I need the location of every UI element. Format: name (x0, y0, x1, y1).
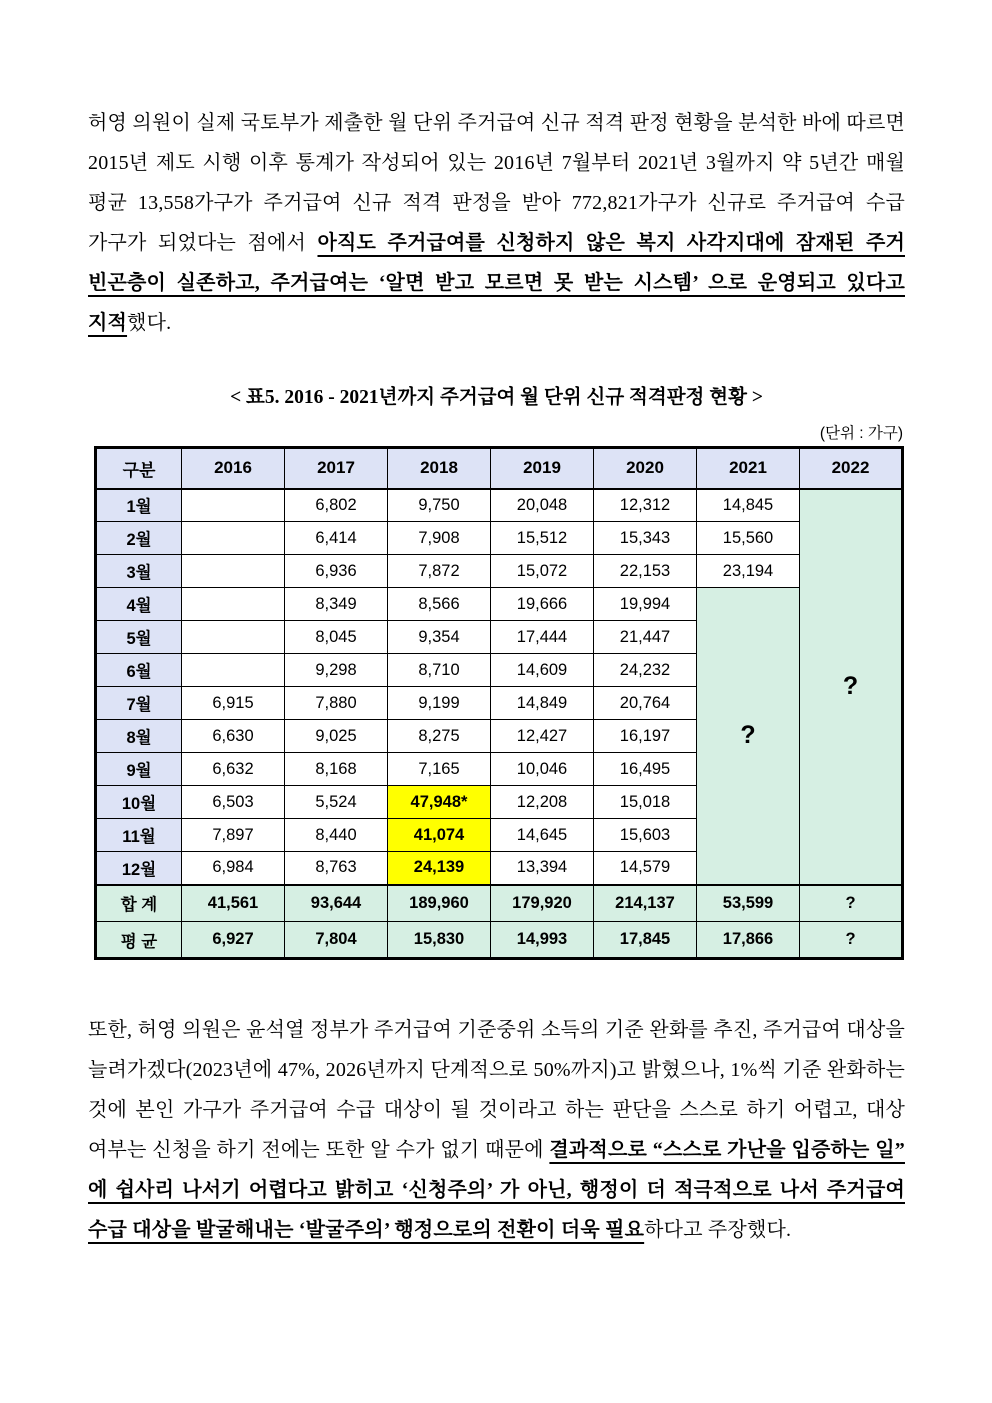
average-row-value: 6,927 (182, 922, 285, 959)
year-header-cell: 2016 (182, 448, 285, 489)
value-cell: 8,440 (285, 819, 388, 852)
totals-row-label: 합 계 (96, 885, 182, 922)
month-label-cell: 5월 (96, 621, 182, 654)
value-cell: 6,984 (182, 852, 285, 885)
year-header-cell: 2018 (388, 448, 491, 489)
month-label-cell: 11월 (96, 819, 182, 852)
value-cell: 20,048 (491, 489, 594, 522)
value-cell: 14,579 (594, 852, 697, 885)
plain-text: 허영 의원이 실제 국토부가 제출한 월 단위 주거급여 신규 적격 판정 현황을 분석한 바에 따르면 2015년 제도 시행 이후 통계가 작성되어 있는 2016년 7월부터 2021년 3월까지 약 5년간 매월 평균 13,558가구가 주거급여 신규 적격 판정을 받아 772,821가구가 신규로 주거급여 수급 가구가 되었다는 점에서 (88, 112, 905, 254)
value-cell: 12,208 (491, 786, 594, 819)
value-cell: 8,168 (285, 753, 388, 786)
value-cell: 9,354 (388, 621, 491, 654)
value-cell: 6,503 (182, 786, 285, 819)
year-header-cell: 2019 (491, 448, 594, 489)
value-cell: 9,298 (285, 654, 388, 687)
month-label-cell: 1월 (96, 489, 182, 522)
closing-paragraph (88, 1010, 905, 1250)
value-cell: 14,645 (491, 819, 594, 852)
totals-row-value: 41,561 (182, 885, 285, 922)
value-cell: 16,495 (594, 753, 697, 786)
value-cell: 14,849 (491, 687, 594, 720)
plain-text: 했다. (127, 312, 172, 334)
value-cell: 6,632 (182, 753, 285, 786)
table-title: < 표5. 2016 - 2021년까지 주거급여 월 단위 신규 적격판정 현황 > (230, 387, 763, 408)
table-header (96, 448, 903, 489)
year-header-cell: 2020 (594, 448, 697, 489)
value-cell: 9,199 (388, 687, 491, 720)
totals-row-value: 93,644 (285, 885, 388, 922)
value-cell: 7,872 (388, 555, 491, 588)
value-cell (182, 522, 285, 555)
value-cell: 15,018 (594, 786, 697, 819)
value-cell: 16,197 (594, 720, 697, 753)
month-row (96, 588, 903, 621)
average-row-value: 14,993 (491, 922, 594, 959)
totals-row (96, 885, 903, 922)
value-cell: 19,666 (491, 588, 594, 621)
value-cell: 15,072 (491, 555, 594, 588)
average-row-value: 17,845 (594, 922, 697, 959)
value-cell (182, 489, 285, 522)
value-cell: 15,512 (491, 522, 594, 555)
month-label-cell: 9월 (96, 753, 182, 786)
average-row-value: ? (800, 922, 903, 959)
month-label-cell: 8월 (96, 720, 182, 753)
year-header-cell: 2022 (800, 448, 903, 489)
value-cell: 6,936 (285, 555, 388, 588)
value-cell: 6,630 (182, 720, 285, 753)
unknown-question-cell: ? (800, 489, 903, 885)
value-cell: 7,897 (182, 819, 285, 852)
value-cell: 9,750 (388, 489, 491, 522)
average-row-value: 15,830 (388, 922, 491, 959)
value-cell: 22,153 (594, 555, 697, 588)
value-cell: 7,880 (285, 687, 388, 720)
average-row (96, 922, 903, 959)
value-cell: 6,414 (285, 522, 388, 555)
value-cell: 8,275 (388, 720, 491, 753)
totals-row-value: 179,920 (491, 885, 594, 922)
month-label-cell: 6월 (96, 654, 182, 687)
average-row-value: 17,866 (697, 922, 800, 959)
monthly-eligibility-table (94, 446, 904, 960)
value-cell: 12,312 (594, 489, 697, 522)
value-cell: 19,994 (594, 588, 697, 621)
value-cell: 17,444 (491, 621, 594, 654)
average-row-label: 평 균 (96, 922, 182, 959)
value-cell: 6,802 (285, 489, 388, 522)
month-label-cell: 3월 (96, 555, 182, 588)
value-cell: 47,948* (388, 786, 491, 819)
value-cell: 13,394 (491, 852, 594, 885)
value-cell: 8,763 (285, 852, 388, 885)
value-cell: 14,609 (491, 654, 594, 687)
month-label-cell: 12월 (96, 852, 182, 885)
unknown-question-cell: ? (697, 588, 800, 885)
value-cell: 21,447 (594, 621, 697, 654)
value-cell (182, 555, 285, 588)
year-header-cell: 2017 (285, 448, 388, 489)
month-row (96, 522, 903, 555)
average-row-value: 7,804 (285, 922, 388, 959)
value-cell (182, 588, 285, 621)
year-header-cell: 2021 (697, 448, 800, 489)
unit-label: (단위 : 가구) (819, 425, 903, 442)
value-cell: 24,139 (388, 852, 491, 885)
value-cell: 23,194 (697, 555, 800, 588)
value-cell: 7,165 (388, 753, 491, 786)
month-row (96, 489, 903, 522)
value-cell: 14,845 (697, 489, 800, 522)
value-cell: 8,045 (285, 621, 388, 654)
plain-text: 하다고 주장했다. (644, 1219, 792, 1241)
value-cell: 9,025 (285, 720, 388, 753)
value-cell: 20,764 (594, 687, 697, 720)
value-cell: 15,603 (594, 819, 697, 852)
totals-row-value: 189,960 (388, 885, 491, 922)
month-row (96, 555, 903, 588)
value-cell: 12,427 (491, 720, 594, 753)
table-body (96, 489, 903, 959)
totals-row-value: ? (800, 885, 903, 922)
value-cell: 24,232 (594, 654, 697, 687)
month-label-cell: 4월 (96, 588, 182, 621)
value-cell: 10,046 (491, 753, 594, 786)
value-cell: 5,524 (285, 786, 388, 819)
totals-row-value: 214,137 (594, 885, 697, 922)
value-cell: 41,074 (388, 819, 491, 852)
month-label-cell: 10월 (96, 786, 182, 819)
value-cell: 15,560 (697, 522, 800, 555)
plain-text: 또한, 허영 의원은 윤석열 정부가 주거급여 기준중위 소득의 기준 완화를 추진, 주거급여 대상을 늘려가겠다(2023년에 47%, 2026년까지 단계적으로 50%까지)고 밝혔으나, 1%씩 기준 완화하는 것에 본인 가구가 주거급여 수급 대상이 될 것이라고 하는 판단을 스스로 하기 어렵고, 대상 여부는 신청을 하기 전에는 또한 알 수가 없기 때문에 (88, 1019, 905, 1161)
value-cell (182, 621, 285, 654)
emphasized-text: 아직도 주거급여를 신청하지 않은 복지 사각지대에 잠재된 주거 빈곤층이 실존하고, 주거급여는 ‘알면 받고 모르면 못 받는 시스템’ 으로 운영되고 있다고 지적 (88, 232, 905, 334)
intro-paragraph (88, 103, 905, 343)
value-cell (182, 654, 285, 687)
value-cell: 8,710 (388, 654, 491, 687)
value-cell: 8,349 (285, 588, 388, 621)
totals-row-value: 53,599 (697, 885, 800, 922)
header-row (96, 448, 903, 489)
value-cell: 7,908 (388, 522, 491, 555)
value-cell: 8,566 (388, 588, 491, 621)
value-cell: 6,915 (182, 687, 285, 720)
emphasized-text: 결과적으로 “스스로 가난을 입증하는 일” 에 쉽사리 나서기 어렵다고 밝히고 ‘신청주의’ 가 아닌, 행정이 더 적극적으로 나서 주거급여 수급 대상을 발굴해내는 ‘발굴주의’ 행정으로의 전환이 더욱 필요 (88, 1139, 905, 1241)
corner-header-cell: 구분 (96, 448, 182, 489)
month-label-cell: 2월 (96, 522, 182, 555)
value-cell: 15,343 (594, 522, 697, 555)
month-label-cell: 7월 (96, 687, 182, 720)
